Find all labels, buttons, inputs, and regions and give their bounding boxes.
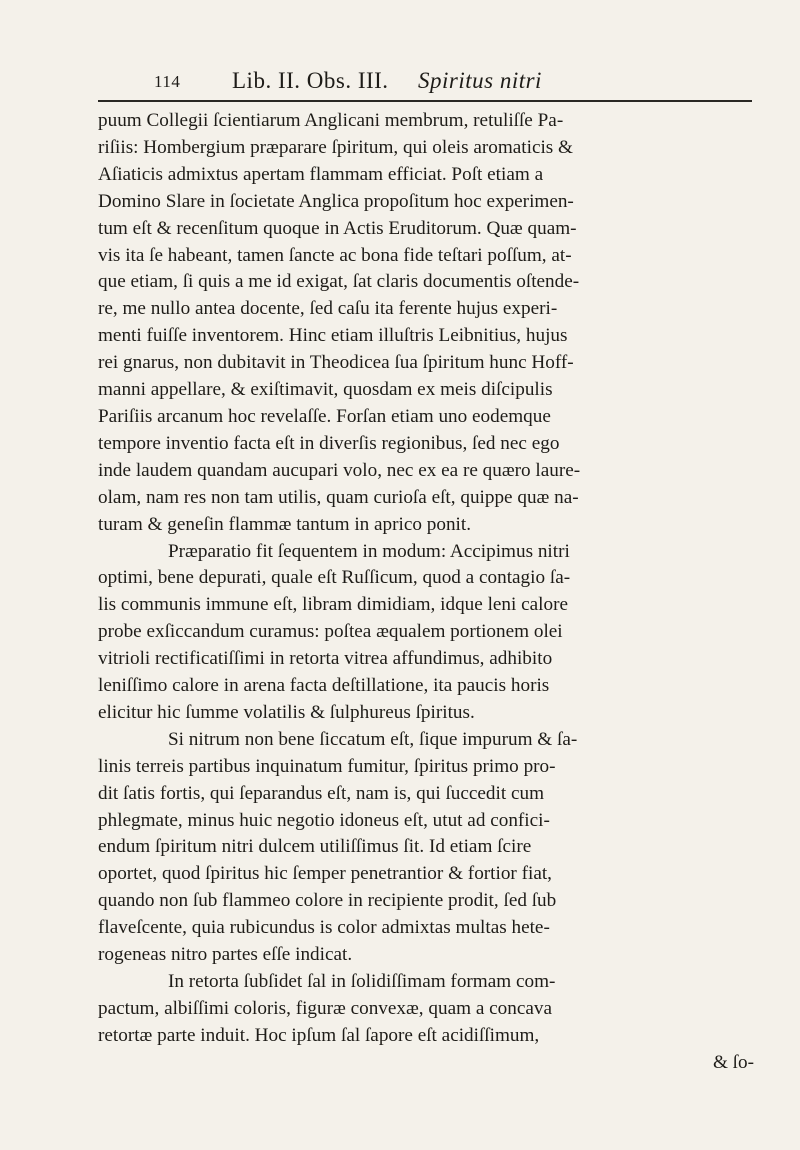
text-line: re, me nullo antea docente, ſed caſu ita ferente hujus experi- xyxy=(98,298,558,320)
text-line: lis communis immune eſt, libram dimidiam, idque leni calore xyxy=(98,594,569,616)
text-line: Si nitrum non bene ſiccatum eſt, ſique impurum & ſa- xyxy=(168,728,578,750)
text-line: optimi, bene depurati, quale eſt Ruſſicum, quod a contagio ſa- xyxy=(98,567,571,589)
catchword: & ſo- xyxy=(712,1051,754,1073)
running-title: Spiritus nitri xyxy=(418,68,542,93)
text-line: rei gnarus, non dubitavit in Theodicea ſua ſpiritum hunc Hoff- xyxy=(98,352,574,374)
text-line: inde laudem quandam aucupari volo, nec ex ea re quæro laure- xyxy=(98,459,581,481)
text-line: menti fuiſſe inventorem. Hinc etiam illuſtris Leibnitius, hujus xyxy=(98,325,568,347)
text-line: phlegmate, minus huic negotio idoneus eſt, utut ad confici- xyxy=(98,809,550,831)
text-line: olam, nam res non tam utilis, quam curioſa eſt, quippe quæ na- xyxy=(98,486,579,508)
text-line: tempore inventio facta eſt in diverſis regionibus, ſed nec ego xyxy=(98,432,560,454)
text-line: elicitur hic ſumme volatilis & ſulphureus ſpiritus. xyxy=(98,701,475,723)
header-rule xyxy=(98,100,752,102)
text-line: linis terreis partibus inquinatum fumitur, ſpiritus primo pro- xyxy=(98,755,556,777)
text-line: Domino Slare in ſocietate Anglica propoſitum hoc experimen- xyxy=(98,190,574,212)
body-text xyxy=(98,108,760,1077)
text-line: pactum, albiſſimi coloris, figuræ convexæ, quam a concava xyxy=(98,997,552,1019)
text-line: leniſſimo calore in arena facta deſtillatione, ita paucis horis xyxy=(98,675,550,697)
text-line: vitrioli rectificatiſſimi in retorta vitrea affundimus, adhibito xyxy=(98,648,553,670)
running-header xyxy=(98,62,760,96)
page-number: 114 xyxy=(154,72,181,91)
book-reference: Lib. II. Obs. III. xyxy=(232,68,389,93)
text-line: manni appellare, & exiſtimavit, quosdam ex meis diſcipulis xyxy=(98,379,553,401)
text-line: In retorta ſubſidet ſal in ſolidiſſimam formam com- xyxy=(168,971,556,992)
text-line: retortæ parte induit. Hoc ipſum ſal ſapore eſt acidiſſimum, xyxy=(98,1024,540,1046)
text-line: turam & geneſin flammæ tantum in aprico ponit. xyxy=(98,513,472,535)
text-line: riſiis: Hombergium præparare ſpiritum, qui oleis aromaticis & xyxy=(98,136,573,158)
text-line: puum Collegii ſcientiarum Anglicani membrum, retuliſſe Pa- xyxy=(98,110,564,131)
text-line: flaveſcente, quia rubicundus is color admixtas multas hete- xyxy=(98,917,550,939)
text-line: tum eſt & recenſitum quoque in Actis Eruditorum. Quæ quam- xyxy=(98,217,577,239)
text-line: probe exſiccandum curamus: poſtea æqualem portionem olei xyxy=(98,621,563,643)
text-line: que etiam, ſi quis a me id exigat, ſat claris documentis oſtende- xyxy=(98,271,580,293)
text-line: Pariſiis arcanum hoc revelaſſe. Forſan etiam uno eodemque xyxy=(98,405,551,427)
text-line: quando non ſub flammeo colore in recipiente prodit, ſed ſub xyxy=(98,890,557,912)
text-line: vis ita ſe habeant, tamen ſancte ac bona fide teſtari poſſum, at- xyxy=(98,244,572,266)
text-line: Aſiaticis admixtus apertam flammam efficiat. Poſt etiam a xyxy=(98,163,544,185)
text-line: dit ſatis fortis, qui ſeparandus eſt, nam is, qui ſuccedit cum xyxy=(98,782,545,804)
text-line: Præparatio fit ſequentem in modum: Accipimus nitri xyxy=(168,540,570,562)
text-line: oportet, quod ſpiritus hic ſemper penetrantior & fortior fiat, xyxy=(98,863,552,885)
text-line: endum ſpiritum nitri dulcem utiliſſimus ſit. Id etiam ſcire xyxy=(98,836,532,858)
text-line: rogeneas nitro partes eſſe indicat. xyxy=(98,944,353,966)
